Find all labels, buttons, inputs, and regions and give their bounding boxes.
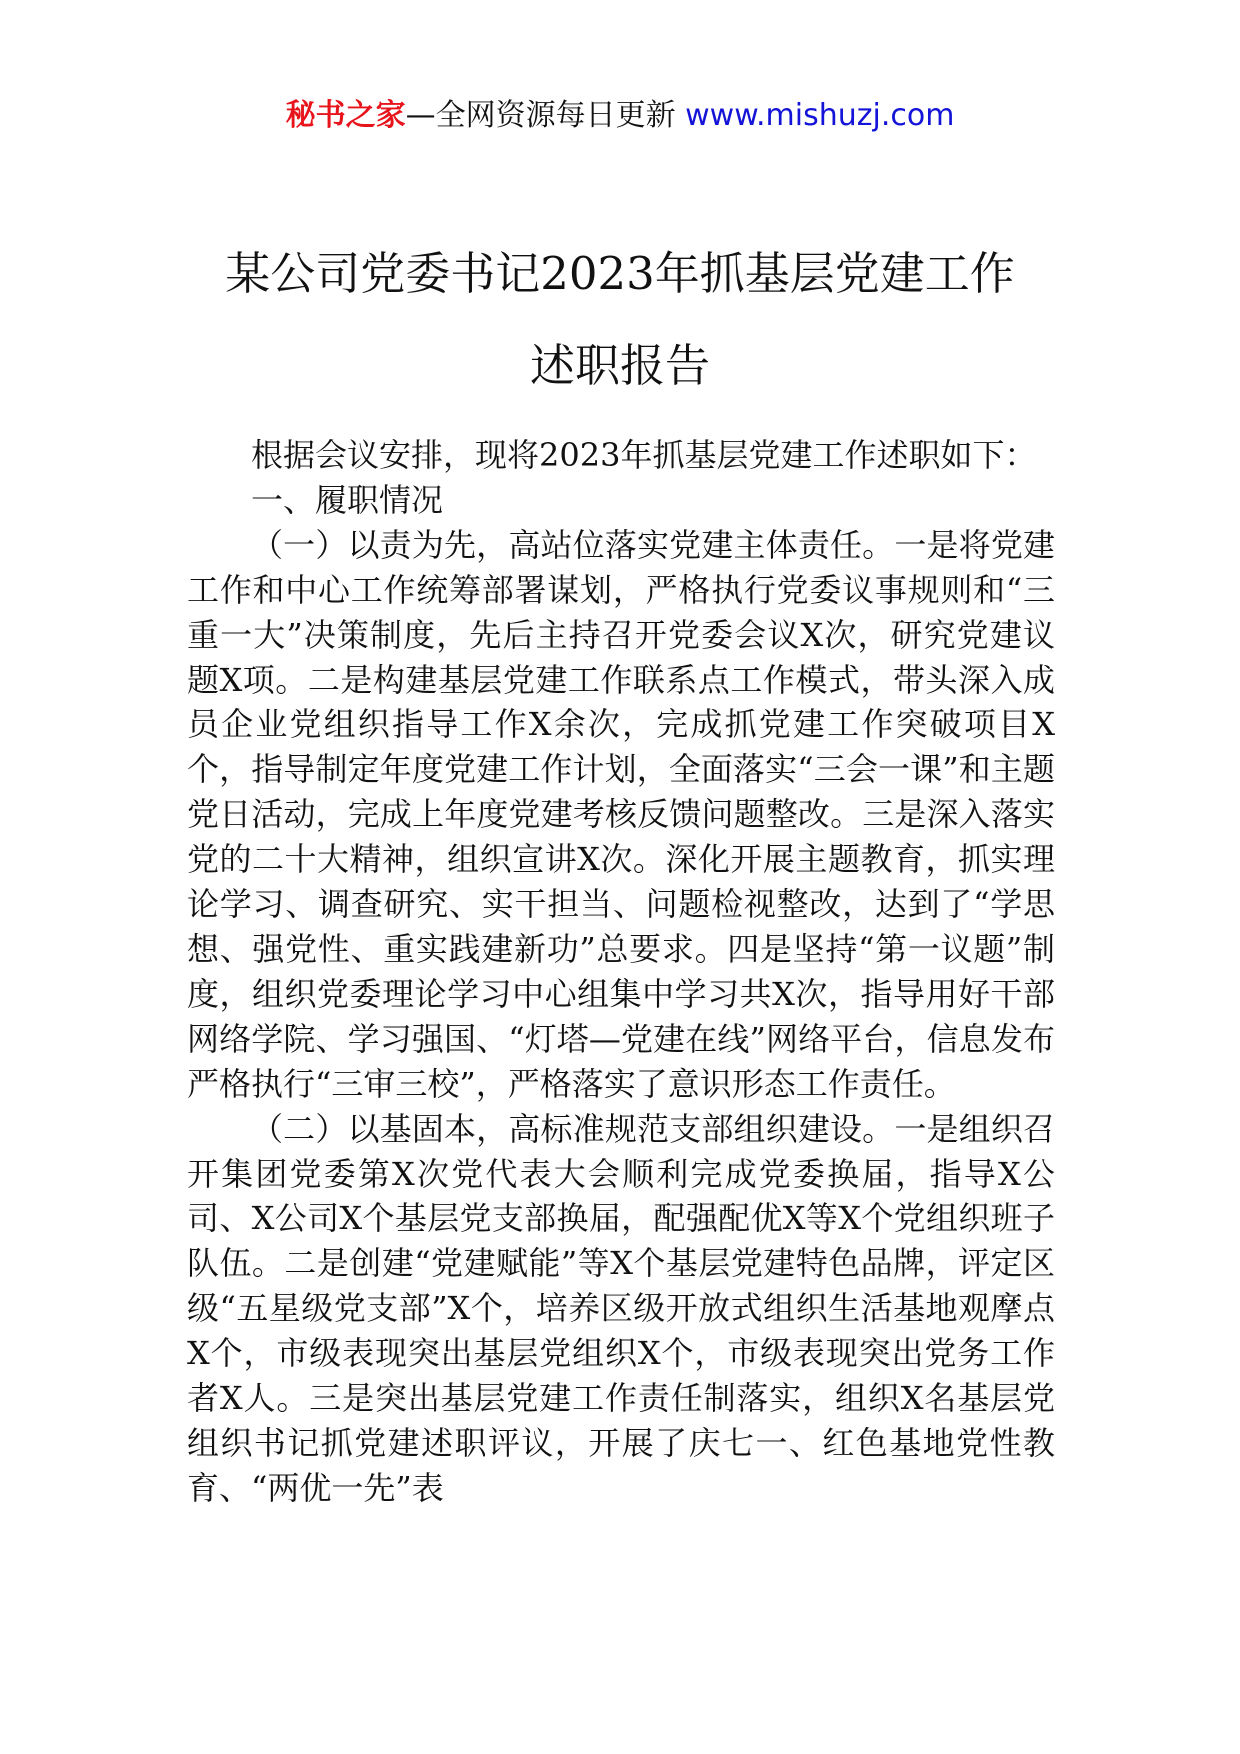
document-title-line-2: 述职报告	[529, 339, 710, 392]
site-header-banner	[0, 96, 1240, 136]
intro-paragraph: 根据会议安排，现将2023年抓基层党建工作述职如下：	[251, 436, 1037, 474]
section-heading-duty-performance: 一、履职情况	[251, 480, 444, 519]
site-name: 秘书之家	[285, 98, 406, 133]
document-title-line-1: 某公司党委书记2023年抓基层党建工作	[225, 247, 1015, 300]
site-slogan: —全网资源每日更新	[405, 98, 676, 133]
paragraph-responsibility: （一）以责为先，高站位落实党建主体责任。一是将党建工作和中心工作统筹部署谋划，严格执行党委议事规则和“三重一大”决策制度，先后主持召开党委会议X次，研究党建议题X项。二是构建基层党建工作联系点工作模式，带头深入成员企业党组织指导工作X余次，完成抓党建工作突破项目X个，指导制定年度党建工作计划，全面落实“三会一课”和主题党日活动，完成上年度党建考核反馈问题整改。三是深入落实党的二十大精神，组织宣讲X次。深化开展主题教育，抓实理论学习、调查研究、实干担当、问题检视整改，达到了“学思想、强党性、重实践建新功”总要求。四是坚持“第一议题”制度，组织党委理论学习中心组集中学习共X次，指导用好干部网络学院、学习强国、“灯塔—党建在线”网络平台，信息发布严格执行“三审三校”，严格落实了意识形态工作责任。	[187, 525, 1055, 1103]
paragraph-branch-construction: （二）以基固本，高标准规范支部组织建设。一是组织召开集团党委第X次党代表大会顺利完成党委换届，指导X公司、X公司X个基层党支部换届，配强配优X等X个党组织班子队伍。二是创建“党建赋能”等X个基层党建特色品牌，评定区级“五星级党支部”X个，培养区级开放式组织生活基地观摩点X个，市级表现突出基层党组织X个，市级表现突出党务工作者X人。三是突出基层党建工作责任制落实，组织X名基层党组织书记抓党建述职评议，开展了庆七一、红色基地党性教育、“两优一先”表	[187, 1109, 1055, 1507]
site-url-link[interactable]: www.mishuzj.com	[685, 98, 955, 133]
document-title	[100, 228, 1140, 412]
document-body	[187, 433, 1055, 1511]
